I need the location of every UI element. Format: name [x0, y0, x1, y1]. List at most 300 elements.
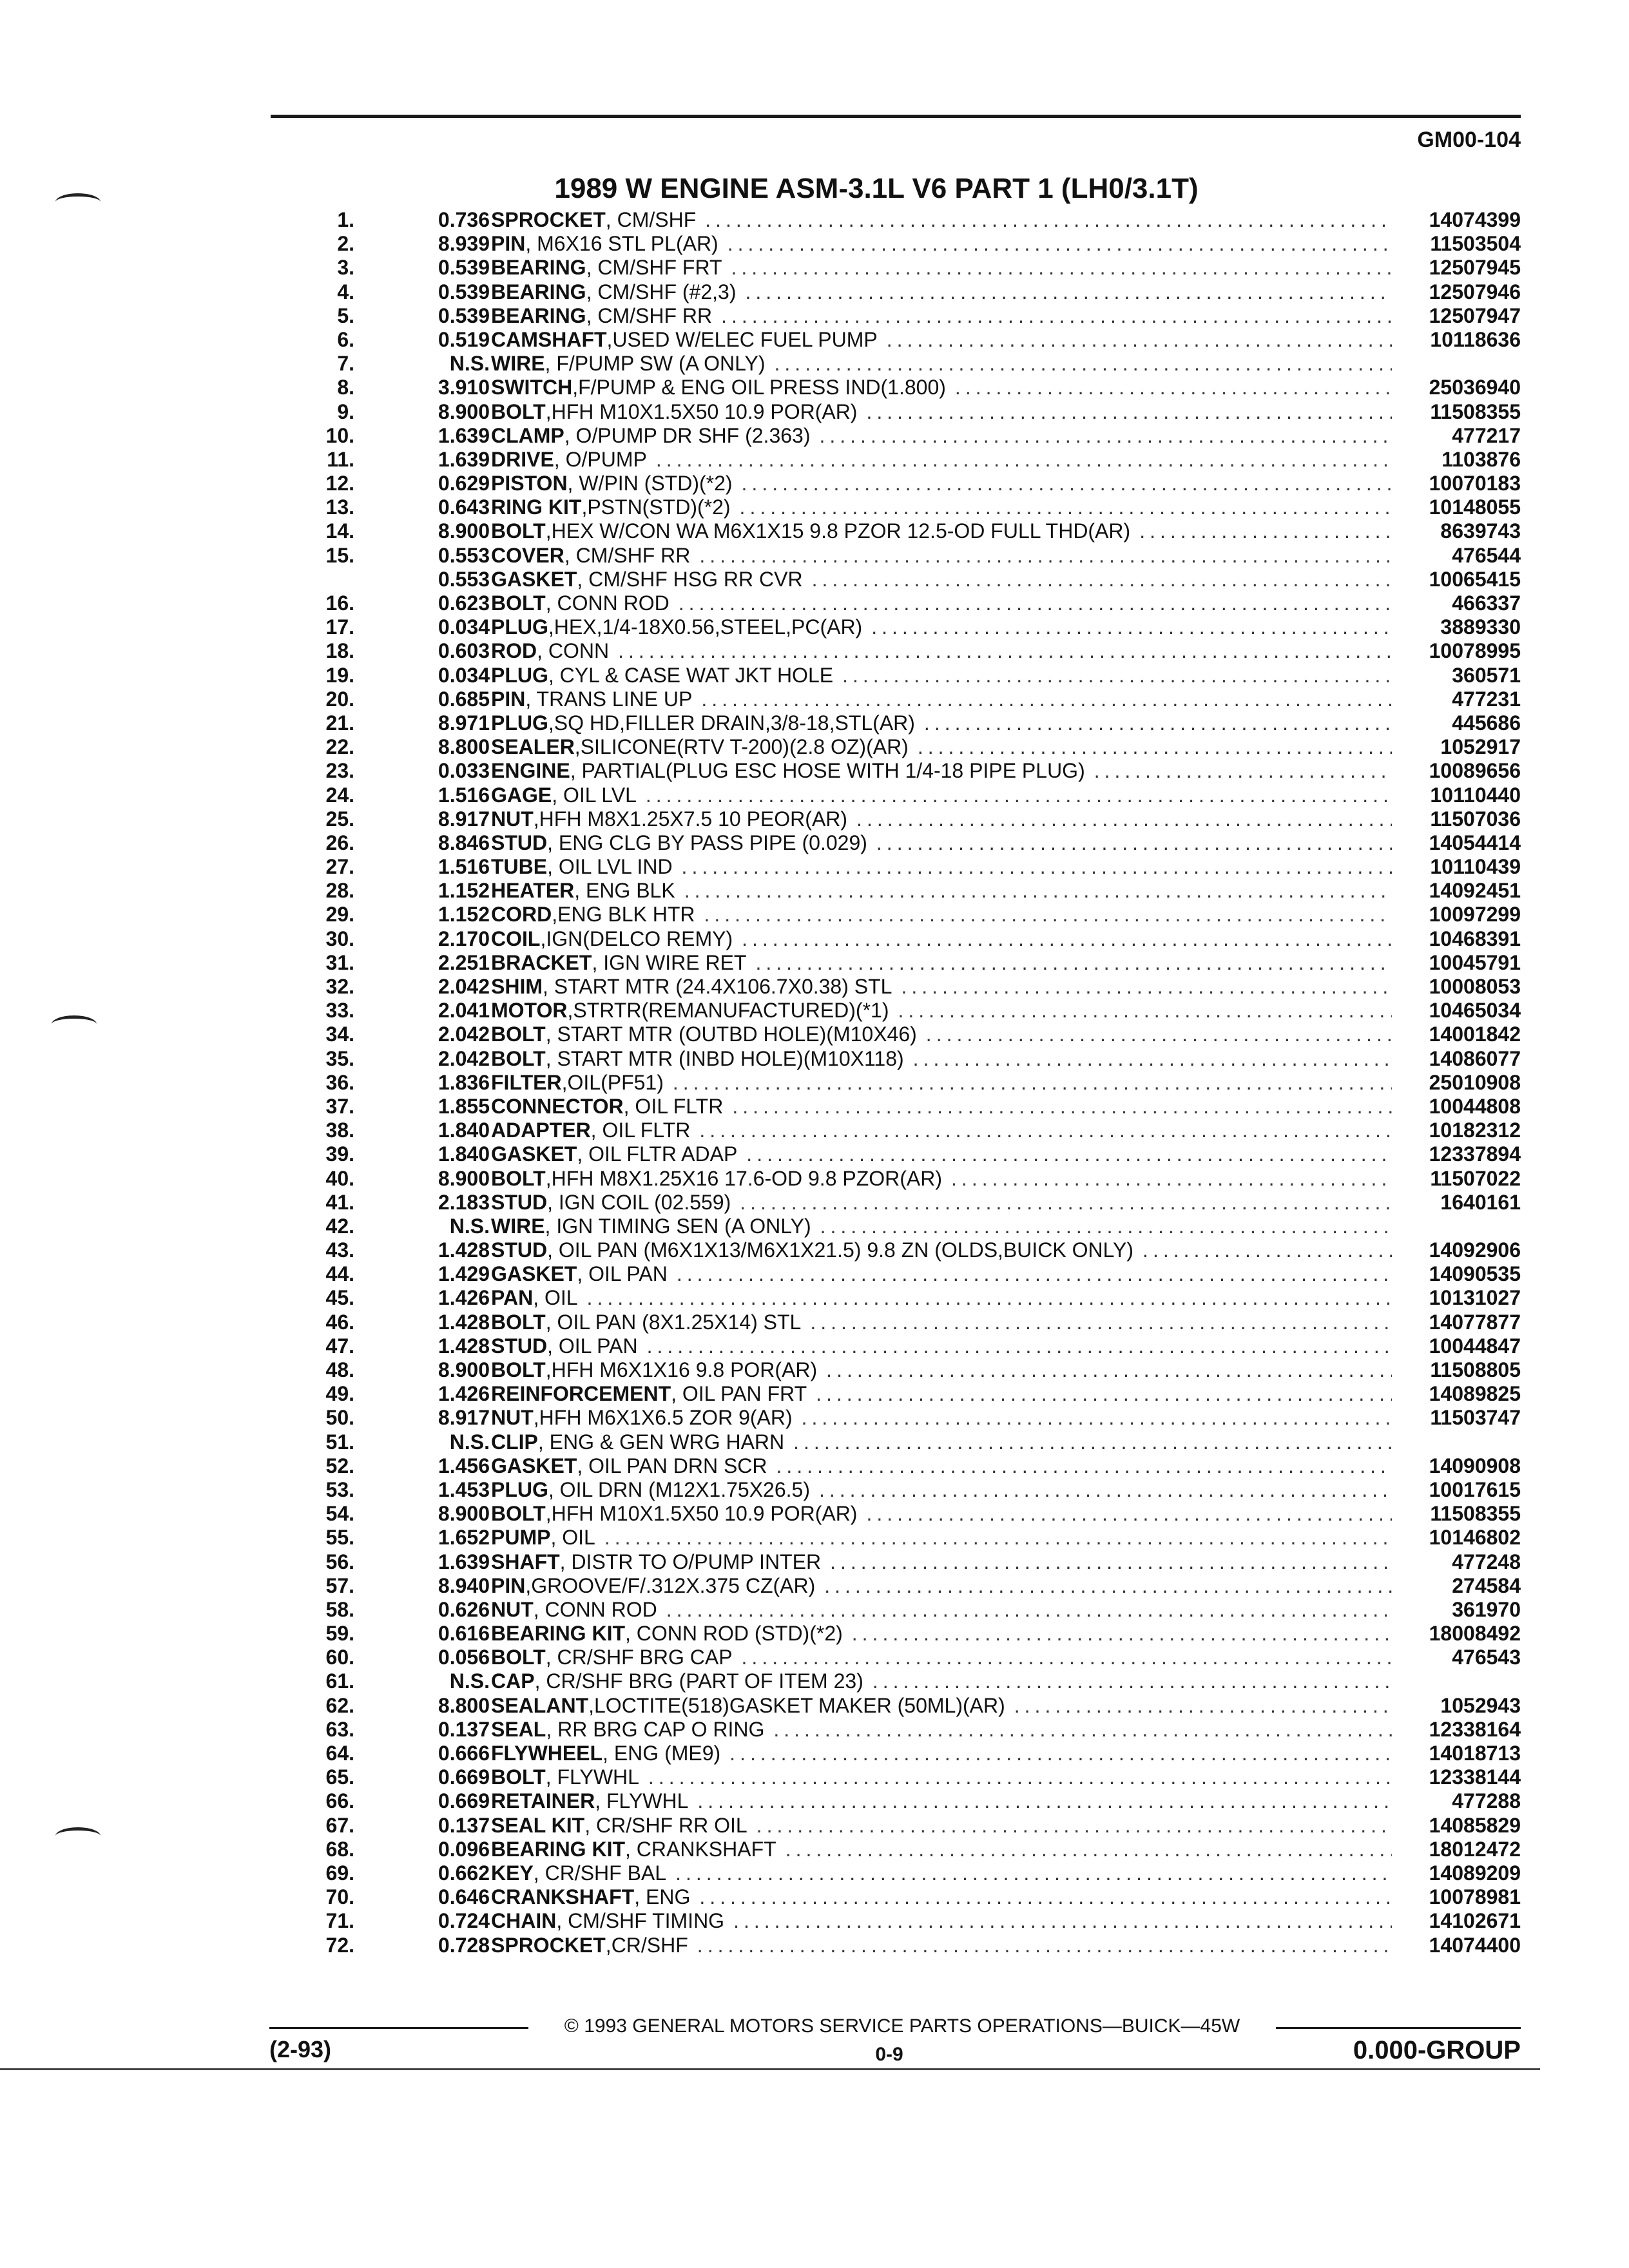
item-number: 13. — [325, 495, 354, 519]
part-row — [290, 1334, 1521, 1358]
part-description — [491, 568, 1392, 591]
part-name: FLYWHEEL — [491, 1742, 603, 1765]
dot-leader — [695, 903, 1392, 927]
part-number: 14077877 — [1429, 1310, 1521, 1334]
group-number: 1.456 — [438, 1454, 490, 1477]
dot-leader — [670, 591, 1392, 615]
part-detail: , ENG BLK — [574, 879, 675, 903]
part-detail: ,F/PUMP & ENG OIL PRESS IND(1.800) — [572, 376, 946, 399]
item-number: 30. — [325, 927, 354, 950]
part-row — [290, 1071, 1521, 1095]
item-number: 24. — [325, 783, 354, 807]
part-description — [491, 831, 1392, 855]
item-number: 29. — [325, 903, 354, 927]
part-number: 10045791 — [1429, 950, 1521, 974]
part-row — [290, 879, 1521, 903]
item-number: 72. — [325, 1933, 354, 1957]
item-number: 43. — [325, 1238, 354, 1262]
part-detail: , IGN COIL (02.559) — [547, 1190, 731, 1214]
part-name: COVER — [491, 543, 564, 567]
dot-leader — [1133, 1238, 1392, 1262]
dot-leader — [821, 1550, 1392, 1574]
part-detail: , CM/SHF HSG RR CVR — [577, 567, 803, 591]
part-description — [491, 519, 1392, 543]
group-number: 8.900 — [438, 1166, 490, 1190]
group-number: 1.639 — [438, 447, 490, 471]
item-number: 25. — [325, 807, 354, 831]
group-number: 8.940 — [438, 1573, 490, 1597]
part-description — [491, 687, 1392, 711]
part-row — [290, 1238, 1521, 1262]
part-detail: ,GROOVE/F/.312X.375 CZ(AR) — [525, 1573, 816, 1597]
dot-leader — [639, 1765, 1392, 1789]
group-number: 8.917 — [438, 1406, 490, 1430]
part-row — [290, 448, 1521, 472]
dot-leader — [1005, 1694, 1392, 1718]
part-name: BOLT — [491, 1502, 546, 1526]
dot-leader — [647, 448, 1392, 472]
group-number: 2.251 — [438, 950, 490, 974]
part-description — [491, 1718, 1392, 1742]
part-name: PLUG — [491, 663, 548, 687]
part-name: ADAPTER — [491, 1119, 591, 1142]
part-description — [491, 495, 1392, 519]
part-number: 12507945 — [1429, 256, 1521, 280]
part-name: SEAL KIT — [491, 1813, 585, 1837]
part-detail: , OIL DRN (M12X1.75X26.5) — [548, 1477, 810, 1501]
item-number: 1. — [337, 208, 354, 231]
part-detail: , DISTR TO O/PUMP INTER — [559, 1550, 822, 1573]
part-row — [290, 1502, 1521, 1526]
part-number: 14092906 — [1429, 1238, 1521, 1262]
group-number: 0.539 — [438, 256, 490, 280]
dot-leader — [722, 256, 1392, 280]
part-number: 477288 — [1452, 1789, 1521, 1813]
dot-leader — [867, 831, 1392, 855]
group-number: 0.666 — [438, 1742, 490, 1765]
group-number: 3.910 — [438, 376, 490, 399]
part-row — [290, 807, 1521, 831]
part-row — [290, 1646, 1521, 1669]
dot-leader — [737, 1142, 1392, 1166]
group-number: 1.855 — [438, 1094, 490, 1118]
part-detail: , OIL — [533, 1286, 578, 1310]
group-number: 1.429 — [438, 1262, 490, 1286]
part-detail: , FLYWHL — [545, 1765, 639, 1789]
part-name: CRANKSHAFT — [491, 1885, 635, 1909]
item-number: 34. — [325, 1023, 354, 1046]
part-row — [290, 1669, 1521, 1693]
footer-bottom-rule — [0, 2068, 1540, 2070]
dot-leader — [793, 1406, 1392, 1430]
part-row — [290, 304, 1521, 328]
part-number: 14085829 — [1429, 1813, 1521, 1837]
part-detail: ,HEX W/CON WA M6X1X15 9.8 PZOR 12.5-OD FULL THD(AR) — [545, 519, 1131, 543]
part-name: TUBE — [491, 855, 548, 879]
group-number: 8.800 — [438, 1693, 490, 1717]
part-row — [290, 400, 1521, 424]
item-number: 70. — [325, 1885, 354, 1909]
part-description — [491, 735, 1392, 759]
part-name: SPROCKET — [491, 1933, 606, 1957]
group-number: 1.516 — [438, 783, 490, 807]
part-description — [491, 1215, 1392, 1238]
group-number: 1.428 — [438, 1334, 490, 1358]
dot-leader — [1085, 759, 1392, 783]
part-row — [290, 1262, 1521, 1286]
part-row — [290, 568, 1521, 591]
part-name: GASKET — [491, 567, 577, 591]
group-number: 8.900 — [438, 1358, 490, 1381]
part-name: CORD — [491, 903, 552, 927]
dot-leader — [733, 472, 1392, 495]
dot-leader — [810, 1478, 1392, 1502]
part-detail: ,OIL(PF51) — [561, 1070, 664, 1094]
dot-leader — [609, 639, 1392, 663]
part-name: ENGINE — [491, 759, 570, 783]
group-label: 0.000-GROUP — [1353, 2036, 1521, 2064]
part-detail: ,HFH M10X1.5X50 10.9 POR(AR) — [545, 399, 858, 423]
item-number: 39. — [325, 1142, 354, 1166]
part-detail: , CM/SHF (#2,3) — [586, 280, 737, 303]
part-row — [290, 927, 1521, 951]
part-name: KEY — [491, 1861, 534, 1885]
dot-leader — [904, 1047, 1392, 1071]
part-name: FILTER — [491, 1070, 562, 1094]
part-detail: ,SILICONE(RTV T-200)(2.8 OZ)(AR) — [574, 735, 909, 759]
part-number: 25036940 — [1429, 376, 1521, 399]
dot-leader — [776, 1838, 1392, 1861]
part-name: STUD — [491, 1238, 548, 1262]
group-number: 0.662 — [438, 1861, 490, 1885]
part-name: BOLT — [491, 591, 546, 615]
part-number: 11507022 — [1430, 1166, 1521, 1190]
footer-rule-left — [269, 2027, 528, 2029]
dot-leader — [909, 735, 1392, 759]
part-row — [290, 1023, 1521, 1046]
part-description — [491, 1119, 1392, 1142]
part-description — [491, 1838, 1392, 1861]
part-row — [290, 1909, 1521, 1933]
part-detail: , CM/SHF TIMING — [556, 1909, 725, 1933]
group-number: 0.724 — [438, 1909, 490, 1933]
part-row — [290, 1047, 1521, 1071]
dot-leader — [817, 1358, 1392, 1382]
part-name: CLAMP — [491, 423, 564, 447]
part-row — [290, 975, 1521, 999]
part-detail: , CM/SHF RR — [586, 303, 713, 327]
part-row — [290, 1885, 1521, 1909]
item-number: 64. — [325, 1742, 354, 1765]
part-name: WIRE — [491, 1214, 545, 1238]
part-description — [491, 1454, 1392, 1478]
part-detail: , FLYWHL — [595, 1789, 689, 1813]
part-row — [290, 783, 1521, 807]
part-description — [491, 472, 1392, 495]
item-number: 56. — [325, 1550, 354, 1573]
part-name: NUT — [491, 1406, 534, 1430]
group-number: 1.639 — [438, 1550, 490, 1573]
dot-leader — [766, 352, 1392, 376]
item-number: 58. — [325, 1597, 354, 1621]
dot-leader — [862, 615, 1392, 639]
part-name: MOTOR — [491, 999, 568, 1023]
dot-leader — [807, 1382, 1392, 1406]
dot-leader — [878, 328, 1392, 352]
part-name: BOLT — [491, 519, 546, 543]
item-number: 66. — [325, 1789, 354, 1813]
part-name: BOLT — [491, 1023, 546, 1046]
item-number: 44. — [325, 1262, 354, 1286]
group-number: 0.539 — [438, 303, 490, 327]
part-name: SWITCH — [491, 376, 573, 399]
group-number: 0.539 — [438, 280, 490, 303]
item-number: 19. — [325, 663, 354, 687]
group-number: 8.846 — [438, 831, 490, 854]
part-number: 466337 — [1452, 591, 1521, 615]
item-number: 23. — [325, 759, 354, 783]
part-name: PIN — [491, 1573, 526, 1597]
part-description — [491, 1142, 1392, 1166]
dot-leader — [675, 879, 1392, 903]
part-description — [491, 807, 1392, 831]
part-description — [491, 1909, 1392, 1933]
part-number: 3889330 — [1440, 615, 1521, 639]
item-number: 53. — [325, 1477, 354, 1501]
part-name: RING KIT — [491, 495, 582, 519]
part-name: PISTON — [491, 472, 568, 495]
dot-leader — [688, 1789, 1392, 1813]
group-number: 0.646 — [438, 1885, 490, 1909]
dot-leader — [892, 975, 1392, 999]
group-number: 0.669 — [438, 1789, 490, 1813]
part-number: 10078981 — [1429, 1885, 1521, 1909]
group-number: 8.971 — [438, 711, 490, 735]
part-number: 10008053 — [1429, 975, 1521, 998]
part-name: BEARING — [491, 303, 586, 327]
group-number: 0.553 — [438, 567, 490, 591]
part-name: BEARING — [491, 280, 586, 303]
group-number: 0.685 — [438, 687, 490, 711]
part-name: GASKET — [491, 1262, 577, 1286]
item-number: 8. — [337, 376, 354, 399]
part-name: WIRE — [491, 352, 545, 376]
part-row — [290, 831, 1521, 855]
part-description — [491, 759, 1392, 783]
dot-leader — [857, 400, 1392, 424]
item-number: 57. — [325, 1573, 354, 1597]
part-detail: , OIL LVL — [552, 783, 637, 807]
dot-leader — [688, 1934, 1392, 1957]
part-row — [290, 759, 1521, 783]
part-description — [491, 1238, 1392, 1262]
part-row — [290, 519, 1521, 543]
part-row — [290, 1430, 1521, 1454]
part-description — [491, 855, 1392, 879]
part-name: NUT — [491, 807, 534, 831]
part-number: 11508805 — [1430, 1358, 1521, 1381]
part-name: BOLT — [491, 1765, 546, 1789]
part-row — [290, 1934, 1521, 1957]
part-detail: , OIL PAN DRN SCR — [577, 1454, 767, 1477]
part-detail: , OIL PAN (8X1.25X14) STL — [545, 1310, 802, 1334]
item-number: 32. — [325, 975, 354, 998]
part-description — [491, 1095, 1392, 1119]
part-detail: , START MTR (OUTBD HOLE)(M10X46) — [545, 1023, 917, 1046]
group-number: 2.042 — [438, 975, 490, 998]
part-description — [491, 1023, 1392, 1046]
part-description — [491, 1861, 1392, 1885]
part-name: HEATER — [491, 879, 575, 903]
part-number: 476543 — [1452, 1646, 1521, 1669]
item-number: 11. — [327, 447, 354, 471]
part-description — [491, 1334, 1392, 1358]
part-number: 14090908 — [1429, 1454, 1521, 1477]
group-number: 1.516 — [438, 855, 490, 879]
part-number: 10468391 — [1429, 927, 1521, 950]
part-detail: ,SQ HD,FILLER DRAIN,3/8-18,STL(AR) — [548, 711, 915, 735]
item-number: 51. — [325, 1430, 354, 1454]
part-number: 11503747 — [1430, 1406, 1521, 1430]
part-number: 10110440 — [1430, 783, 1521, 807]
group-number: 0.616 — [438, 1622, 490, 1646]
part-row — [290, 495, 1521, 519]
part-description — [491, 1047, 1392, 1071]
part-number: 10097299 — [1429, 903, 1521, 927]
part-row — [290, 591, 1521, 615]
part-description — [491, 951, 1392, 975]
header-rule — [271, 115, 1521, 118]
item-number: 20. — [325, 687, 354, 711]
item-number: 55. — [325, 1526, 354, 1550]
part-row — [290, 352, 1521, 376]
dot-leader — [810, 424, 1392, 448]
part-detail: , CR/SHF BRG (PART OF ITEM 23) — [534, 1669, 863, 1693]
part-number: 14090535 — [1429, 1262, 1521, 1286]
part-detail: , START MTR (24.4X106.7X0.38) STL — [543, 975, 892, 998]
part-number: 274584 — [1452, 1573, 1521, 1597]
item-number: 12. — [325, 472, 354, 495]
part-name: BOLT — [491, 1046, 546, 1070]
group-number: 0.623 — [438, 591, 490, 615]
revision-date: (2-93) — [269, 2036, 332, 2062]
part-row — [290, 639, 1521, 663]
page-number: 0-9 — [875, 2044, 903, 2065]
group-number: 0.137 — [438, 1813, 490, 1837]
part-detail: , CR/SHF BRG CAP — [545, 1646, 733, 1669]
group-number: 1.428 — [438, 1310, 490, 1334]
part-description — [491, 1286, 1392, 1310]
item-number: 27. — [325, 855, 354, 879]
group-number: 0.519 — [438, 327, 490, 351]
part-detail: , OIL PAN (M6X1X13/M6X1X21.5) 9.8 ZN (OLDS,BUICK ONLY) — [547, 1238, 1134, 1262]
part-number: 12338164 — [1429, 1717, 1521, 1741]
part-number: 12507947 — [1429, 303, 1521, 327]
group-number: 8.900 — [438, 1502, 490, 1526]
part-number: 12338144 — [1429, 1765, 1521, 1789]
group-number: 1.426 — [438, 1286, 490, 1310]
part-number: 1103876 — [1441, 447, 1521, 471]
dot-leader — [1130, 519, 1392, 543]
dot-leader — [833, 664, 1392, 687]
part-detail: ,STRTR(REMANUFACTURED)(*1) — [567, 999, 889, 1023]
part-detail: , CRANKSHAFT — [625, 1837, 776, 1861]
part-row — [290, 328, 1521, 352]
part-number: 14089825 — [1429, 1382, 1521, 1406]
part-description — [491, 448, 1392, 472]
part-number: 1052943 — [1440, 1693, 1521, 1717]
part-detail: , CR/SHF RR OIL — [584, 1813, 747, 1837]
part-row — [290, 951, 1521, 975]
part-detail: , CONN ROD — [545, 591, 670, 615]
part-number: 477231 — [1452, 687, 1521, 711]
group-number: 1.152 — [438, 903, 490, 927]
group-number: 1.639 — [438, 423, 490, 447]
item-number: 15. — [325, 543, 354, 567]
part-name: PLUG — [491, 615, 548, 639]
item-number: 5. — [337, 303, 354, 327]
part-number: 445686 — [1452, 711, 1521, 735]
part-row — [290, 232, 1521, 256]
group-number: 0.736 — [438, 208, 490, 231]
part-detail: , CYL & CASE WAT JKT HOLE — [548, 663, 834, 687]
parts-list — [290, 208, 1521, 1957]
group-number: 0.056 — [438, 1646, 490, 1669]
group-number: N.S. — [449, 1430, 490, 1454]
part-detail: , IGN WIRE RET — [592, 950, 747, 974]
dot-leader — [733, 927, 1392, 951]
part-detail: , PARTIAL(PLUG ESC HOSE WITH 1/4-18 PIPE PLUG) — [570, 759, 1085, 783]
part-number: 360571 — [1452, 663, 1521, 687]
part-description — [491, 544, 1392, 568]
part-description — [491, 328, 1392, 352]
part-number: 10182312 — [1429, 1119, 1521, 1142]
part-row — [290, 687, 1521, 711]
part-row — [290, 1167, 1521, 1191]
item-number: 6. — [337, 327, 354, 351]
part-description — [491, 424, 1392, 448]
part-detail: , M6X16 STL PL(AR) — [525, 232, 718, 256]
part-description — [491, 975, 1392, 999]
dot-leader — [638, 1334, 1392, 1358]
item-number: 63. — [325, 1717, 354, 1741]
part-description — [491, 664, 1392, 687]
part-detail: , CM/SHF FRT — [586, 256, 722, 280]
group-number: 0.096 — [438, 1837, 490, 1861]
part-number: 11503504 — [1430, 232, 1521, 256]
group-number: 1.426 — [438, 1382, 490, 1406]
part-description — [491, 639, 1392, 663]
part-detail: , ENG (ME9) — [602, 1742, 721, 1765]
item-number: 67. — [325, 1813, 354, 1837]
item-number: 54. — [325, 1502, 354, 1526]
item-number: 33. — [325, 999, 354, 1023]
group-number: 0.728 — [438, 1933, 490, 1957]
item-number: 52. — [325, 1454, 354, 1477]
part-number: 18008492 — [1429, 1622, 1521, 1646]
part-number: 10118636 — [1430, 327, 1521, 351]
part-name: STUD — [491, 1334, 548, 1358]
dot-leader — [731, 1191, 1392, 1215]
dot-leader — [815, 1574, 1392, 1598]
part-row — [290, 1789, 1521, 1813]
part-row — [290, 256, 1521, 280]
part-detail: ,USED W/ELEC FUEL PUMP — [606, 327, 878, 351]
part-row — [290, 376, 1521, 399]
part-description — [491, 400, 1392, 424]
part-row — [290, 280, 1521, 304]
group-number: 8.800 — [438, 735, 490, 759]
